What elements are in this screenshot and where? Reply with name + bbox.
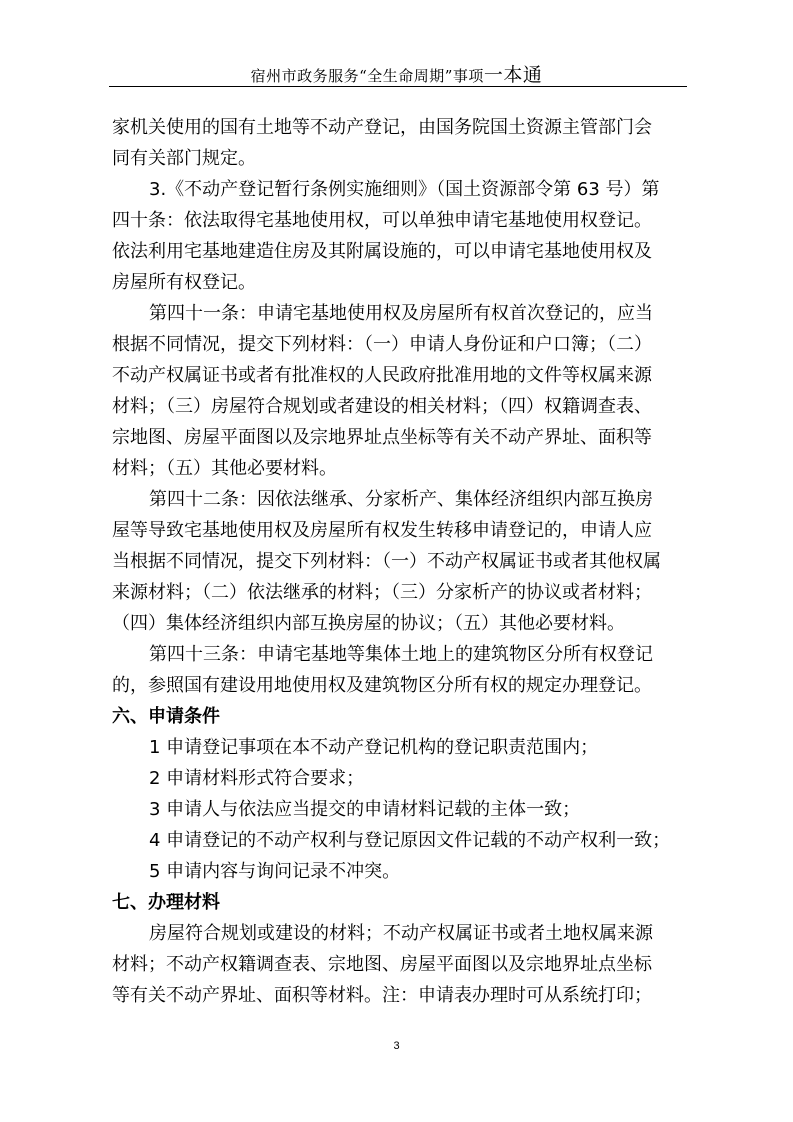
header-title-suffix: 一本通: [483, 64, 543, 86]
text-line: 5 申请内容与询问记录不冲突。: [149, 861, 401, 882]
page-number: 3: [393, 1040, 400, 1052]
section-heading: 七、办理材料: [112, 892, 220, 913]
header-title: 宿州市政务服务“全生命周期”事项: [250, 67, 484, 85]
text-line: 来源材料；（二）依法继承的材料；（三）分家析产的协议或者材料；: [112, 582, 652, 603]
text-line: （四）集体经济组织内部互换房屋的协议；（五）其他必要材料。: [112, 613, 625, 634]
text-line: 材料；不动产权籍调查表、宗地图、房屋平面图以及宗地界址点坐标: [112, 954, 652, 975]
document-body: [112, 112, 687, 1011]
text-line: 的，参照国有建设用地使用权及建筑物区分所有权的规定办理登记。: [112, 675, 652, 696]
text-line: 2 申请材料形式符合要求；: [149, 768, 365, 789]
text-line: 依法利用宅基地建造住房及其附属设施的，可以申请宅基地使用权及: [112, 241, 652, 262]
text-line: 宗地图、房屋平面图以及宗地界址点坐标等有关不动产界址、面积等: [112, 427, 652, 448]
text-line: 当根据不同情况，提交下列材料：（一）不动产权属证书或者其他权属: [112, 551, 661, 572]
text-line: 第四十二条：因依法继承、分家析产、集体经济组织内部互换房: [149, 489, 653, 510]
text-line: 3.《不动产登记暂行条例实施细则》（国土资源部令第 63 号）第: [149, 179, 660, 200]
text-line: 4 申请登记的不动产权利与登记原因文件记载的不动产权利一致；: [149, 830, 671, 851]
text-line: 家机关使用的国有土地等不动产登记，由国务院国土资源主管部门会: [112, 117, 652, 138]
header-rule: [109, 86, 687, 87]
section-heading: 六、申请条件: [112, 706, 220, 727]
text-line: 同有关部门规定。: [112, 148, 256, 169]
text-line: 房屋所有权登记。: [112, 272, 256, 293]
text-line: 第四十三条：申请宅基地等集体土地上的建筑物区分所有权登记: [149, 644, 653, 665]
text-line: 1 申请登记事项在本不动产登记机构的登记职责范围内；: [149, 737, 599, 758]
text-line: 材料；（五）其他必要材料。: [112, 458, 337, 479]
text-line: 3 申请人与依法应当提交的申请材料记载的主体一致；: [149, 799, 581, 820]
text-line: 材料；（三）房屋符合规划或者建设的相关材料；（四）权籍调查表、: [112, 396, 652, 417]
running-header: [0, 60, 793, 87]
text-line: 四十条：依法取得宅基地使用权，可以单独申请宅基地使用权登记。: [112, 210, 652, 231]
text-line: 屋等导致宅基地使用权及房屋所有权发生转移申请登记的，申请人应: [112, 520, 652, 541]
text-line: 根据不同情况，提交下列材料：（一）申请人身份证和户口簿；（二）: [112, 334, 652, 355]
text-line: 第四十一条：申请宅基地使用权及房屋所有权首次登记的，应当: [149, 303, 653, 324]
text-line: 房屋符合规划或建设的材料；不动产权属证书或者土地权属来源: [149, 923, 653, 944]
text-line: 等有关不动产界址、面积等材料。注：申请表办理时可从系统打印；: [112, 985, 652, 1006]
text-line: 不动产权属证书或者有批准权的人民政府批准用地的文件等权属来源: [112, 365, 652, 386]
